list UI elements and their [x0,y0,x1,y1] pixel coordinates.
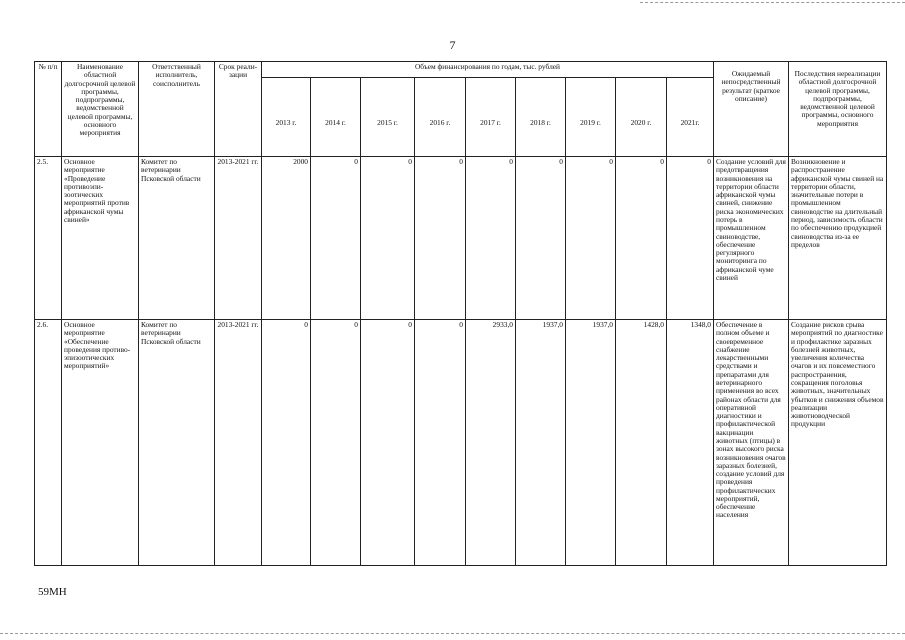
row-value: 1937,0 [566,320,616,566]
row-value: 0 [415,157,466,320]
row-value: 0 [566,157,616,320]
header-num: № п/п [35,62,62,157]
row-result: Создание условий для предотвращения возникновения на территории области африканской чумы свиней, снижение риска экономических потерь в промышленном свиноводстве, обеспечение регулярного мониторинга по африканской чуме свиней [714,157,789,320]
row-name: Основное мероприятие «Обеспечение проведения противо-эпизоотических мероприятий» [62,320,139,566]
header-year: 2021г. [667,78,714,157]
row-value: 2933,0 [466,320,516,566]
header-consequence: Последствия нереализации областной долгосрочной целевой программы, подпрограммы, ведомственной целевой программы, основного мероприятия [789,62,887,157]
header-year: 2017 г. [466,78,516,157]
header-name: Наименование областной долгосрочной целевой программы, подпрограммы, ведомственной целевой программы, основного мероприятия [62,62,139,157]
row-value: 0 [415,320,466,566]
row-result: Обеспечение в полном объеме и своевременное снабжение лекарственными средствами и препаратами для ветеринарного применения во всех районах области для оперативной диагностики и профилактической вакцинации животных (птицы) в зонах высокого риска возникновения очагов заразных болезней, создание условий для проведения профилактических мероприятий, обеспечение населения [714,320,789,566]
page-number: 7 [449,38,456,52]
header-responsible: Ответственный исполнитель, соисполнитель [139,62,215,157]
header-term: Срок реали-зации [215,62,262,157]
row-num: 2.6. [35,320,62,566]
row-term: 2013-2021 гг. [215,320,262,566]
header-year: 2016 г. [415,78,466,157]
row-value: 1428,0 [616,320,667,566]
row-value: 0 [616,157,667,320]
table-row [35,157,887,320]
row-num: 2.5. [35,157,62,320]
header-year: 2015 г. [361,78,415,157]
header-year: 2014 г. [311,78,361,157]
row-name: Основное мероприятие «Проведение противоэпи-зоотических мероприятий против африканской чумы свиней» [62,157,139,320]
row-value: 0 [466,157,516,320]
row-value: 0 [516,157,566,320]
row-value: 2000 [262,157,311,320]
scan-artifact-bottom [0,633,905,635]
row-responsible: Комитет по ветеринарии Псковской области [139,157,215,320]
row-value: 0 [262,320,311,566]
scan-artifact-top [640,2,905,4]
row-value: 0 [311,320,361,566]
row-term: 2013-2021 гг. [215,157,262,320]
header-year: 2019 г. [566,78,616,157]
header-year: 2018 г. [516,78,566,157]
document-code: 59МН [38,586,67,598]
header-year: 2013 г. [262,78,311,157]
table-row [35,320,887,566]
row-value: 0 [361,320,415,566]
row-responsible: Комитет по ветеринарии Псковской области [139,320,215,566]
row-value: 1348,0 [667,320,714,566]
row-value: 0 [311,157,361,320]
header-funding: Объем финансирования по годам, тыс. рублей [262,62,714,78]
header-year: 2020 г. [616,78,667,157]
funding-table [34,61,887,566]
header-row-top [35,62,887,78]
row-consequence: Создание рисков срыва мероприятий по диагностике и профилактике заразных болезней животных, увеличения количества очагов и их повсеместного распространения, сокращения поголовья животных, значительных убытков и снижения объемов реализации животноводческой продукции [789,320,887,566]
row-consequence: Возникновение и распространение африканской чумы свиней на территории области, значительные потери в промышленном свиноводстве на длительный период, зависимость области по обеспечению продукцией свиноводства из-за ее пределов [789,157,887,320]
row-value: 0 [667,157,714,320]
row-value: 1937,0 [516,320,566,566]
row-value: 0 [361,157,415,320]
header-result: Ожидаемый непосредственный результат (краткое описание) [714,62,789,157]
